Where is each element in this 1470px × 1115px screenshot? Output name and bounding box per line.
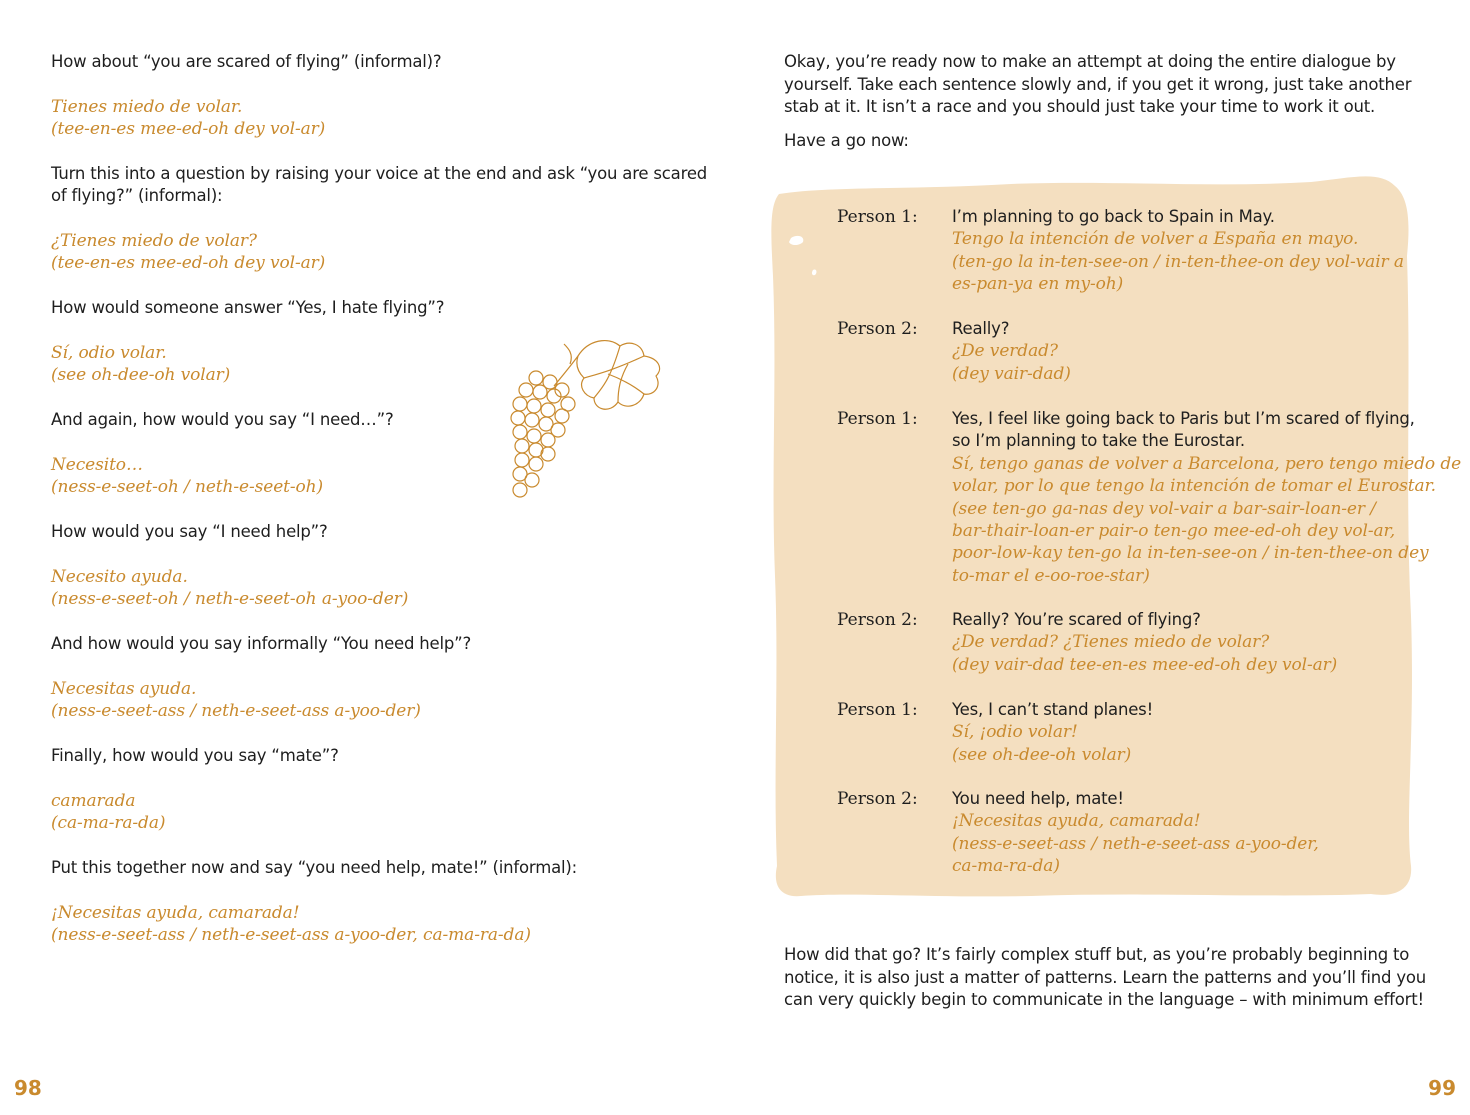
pronunciation-guide: (see oh-dee-oh volar) [51,365,231,385]
spanish-line: ¡Necesitas ayuda, camarada! [952,811,1201,832]
english-line: You need help, mate! [952,789,1124,808]
question-text: How would you say “I need help”? [51,522,328,541]
pronunciation-guide: (ness-e-seet-oh / neth-e-seet-oh) [51,477,324,497]
grapes-icon [498,334,668,504]
spanish-line: ¿De verdad? ¿Tienes miedo de volar? [952,632,1270,653]
pronunciation-guide: (tee-en-es mee-ed-oh dey vol-ar) [51,119,326,139]
english-line: Really? You’re scared of flying? [952,610,1201,629]
pronunciation-line: (see oh-dee-oh volar) [952,744,1132,765]
page-number: 98 [14,1076,42,1100]
prompt-text: Have a go now: [784,131,909,150]
spanish-phrase: ¿Tienes miedo de volar? [51,231,257,251]
speaker-label: Person 1: [837,700,918,720]
pronunciation-line: poor-low-kay ten-go la in-ten-see-on / in-ten-thee-on dey [952,543,1429,564]
dialogue-panel [771,176,1462,898]
outro-line: How did that go? It’s fairly complex stuff but, as you’re probably beginning to [784,945,1410,964]
question-text: Finally, how would you say “mate”? [51,746,339,765]
speaker-label: Person 1: [837,409,918,429]
pronunciation-guide: (ca-ma-ra-da) [51,813,166,833]
question-text: Turn this into a question by raising your voice at the end and ask “you are scared [51,164,708,183]
pronunciation-line: (dey vair-dad) [952,363,1071,384]
pronunciation-line: (ness-e-seet-ass / neth-e-seet-ass a-yoo-der, [952,833,1319,854]
spanish-phrase: camarada [51,791,136,811]
pronunciation-guide: (ness-e-seet-ass / neth-e-seet-ass a-yoo-der) [51,701,421,721]
question-text: And how would you say informally “You need help”? [51,634,472,653]
pronunciation-guide: (ness-e-seet-oh / neth-e-seet-oh a-yoo-der) [51,589,409,609]
speaker-label: Person 2: [837,789,918,809]
pronunciation-line: to-mar el e-oo-roe-star) [952,565,1150,586]
pronunciation-line: es-pan-ya en my-oh) [952,274,1124,295]
speaker-label: Person 2: [837,319,918,339]
spanish-phrase: Tienes miedo de volar. [51,97,243,117]
pronunciation-guide: (tee-en-es mee-ed-oh dey vol-ar) [51,253,326,273]
pronunciation-line: (ten-go la in-ten-see-on / in-ten-thee-on dey vol-vair a [952,251,1404,272]
english-line: Yes, I feel like going back to Paris but I’m scared of flying, [952,409,1415,428]
question-text: How would someone answer “Yes, I hate flying”? [51,298,445,317]
spanish-line: volar, por lo que tengo la intención de tomar el Eurostar. [952,476,1436,497]
question-text: How about “you are scared of flying” (informal)? [51,52,442,71]
question-text: Put this together now and say “you need help, mate!” (informal): [51,858,577,877]
outro-line: notice, it is also just a matter of patterns. Learn the patterns and you’ll find you [784,967,1427,987]
english-line: so I’m planning to take the Eurostar. [952,431,1245,451]
intro-line: Okay, you’re ready now to make an attempt at doing the entire dialogue by [784,52,1396,71]
spanish-line: ¿De verdad? [952,341,1058,362]
speaker-label: Person 2: [837,610,918,630]
pronunciation-line: (see ten-go ga-nas dey vol-vair a bar-sair-loan-er / [952,498,1376,519]
speaker-label: Person 1: [837,207,918,227]
english-line: I’m planning to go back to Spain in May. [952,207,1275,226]
pronunciation-line: ca-ma-ra-da) [952,856,1060,877]
spanish-line: Tengo la intención de volver a España en mayo. [952,229,1359,250]
spanish-line: Sí, ¡odio volar! [952,722,1078,743]
pronunciation-line: (dey vair-dad tee-en-es mee-ed-oh dey vol-ar) [952,654,1338,675]
spanish-phrase: Necesito… [51,455,143,475]
intro-line: yourself. Take each sentence slowly and, if you get it wrong, just take another [784,74,1412,94]
english-line: Yes, I can’t stand planes! [952,700,1153,719]
intro-line: stab at it. It isn’t a race and you should just take your time to work it out. [784,97,1376,116]
english-line: Really? [952,319,1010,338]
pronunciation-line: bar-thair-loan-er pair-o ten-go mee-ed-oh dey vol-ar, [952,521,1396,541]
page-number: 99 [1428,1076,1456,1100]
pronunciation-guide: (ness-e-seet-ass / neth-e-seet-ass a-yoo-der, ca-ma-ra-da) [51,925,531,945]
spanish-line: Sí, tengo ganas de volver a Barcelona, pero tengo miedo de [952,453,1462,474]
question-text: And again, how would you say “I need…”? [51,410,394,429]
question-text: of flying?” (informal): [51,186,223,205]
spanish-phrase: ¡Necesitas ayuda, camarada! [51,903,300,923]
right-page [735,0,1470,1115]
spanish-phrase: Necesito ayuda. [51,567,188,587]
outro-line: can very quickly begin to communicate in the language – with minimum effort! [784,990,1424,1009]
spanish-phrase: Necesitas ayuda. [51,679,197,699]
spanish-phrase: Sí, odio volar. [51,343,167,363]
